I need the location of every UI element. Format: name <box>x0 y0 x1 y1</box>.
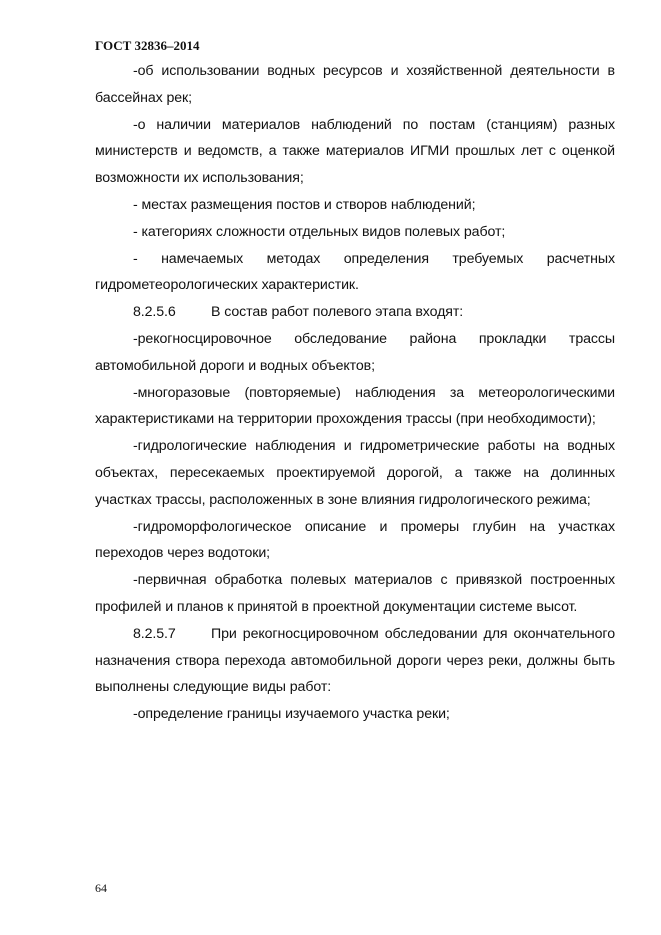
paragraph <box>95 433 615 513</box>
paragraph <box>95 701 615 728</box>
paragraph-text: - категориях сложности отдельных видов полевых работ; <box>133 223 506 240</box>
paragraph <box>95 219 615 246</box>
paragraph <box>95 380 615 434</box>
paragraph <box>95 112 615 192</box>
section-number: 8.2.5.6 <box>133 304 176 321</box>
document-header: ГОСТ 32836–2014 <box>95 38 200 53</box>
paragraph-text: В состав работ полевого этапа входят: <box>211 304 464 321</box>
paragraph-text: При рекогносцировочном обследовании для окончательного назначения створа перехода автомобильной дороги через реки, должны быть выполнены следующие виды работ: <box>95 625 615 696</box>
section-paragraph <box>95 299 615 326</box>
page-number: 64 <box>95 881 107 895</box>
paragraph-text: -о наличии материалов наблюдений по постам (станциям) разных министерств и ведомств, а также материалов ИГМИ прошлых лет с оценкой возможности их использования; <box>95 116 615 187</box>
paragraph-text: -первичная обработка полевых материалов с привязкой построенных профилей и планов к принятой в проектной документации системе высот. <box>95 572 615 615</box>
paragraph <box>95 192 615 219</box>
paragraph <box>95 58 615 112</box>
paragraph <box>95 326 615 380</box>
paragraph-text: -многоразовые (повторяемые) наблюдения за метеорологическими характеристиками на территории прохождения трассы (при необходимости); <box>95 384 615 428</box>
paragraph-text: -об использовании водных ресурсов и хозяйственной деятельности в бассейнах рек; <box>95 63 615 106</box>
paragraph-text: -гидрологические наблюдения и гидрометрические работы на водных объектах, пересекаемых проектируемой дорогой, а также на долинных участках трассы, расположенных в зоне влияния гидрологического режима; <box>95 438 615 508</box>
paragraph <box>95 514 615 568</box>
paragraph-text: -гидроморфологическое описание и промеры глубин на участках переходов через водотоки; <box>95 518 615 562</box>
paragraph-text: -рекогносцировочное обследование района прокладки трассы автомобильной дороги и водных объектов; <box>95 330 615 374</box>
paragraph <box>95 246 615 300</box>
section-number: 8.2.5.7 <box>133 625 176 642</box>
document-body <box>95 58 615 728</box>
paragraph-text: - намечаемых методах определения требуемых расчетных гидрометеорологических характеристик. <box>95 250 615 294</box>
section-paragraph <box>95 621 615 701</box>
paragraph-text: - местах размещения постов и створов наблюдений; <box>133 196 476 213</box>
paragraph-text: -определение границы изучаемого участка реки; <box>133 706 450 723</box>
paragraph <box>95 567 615 621</box>
